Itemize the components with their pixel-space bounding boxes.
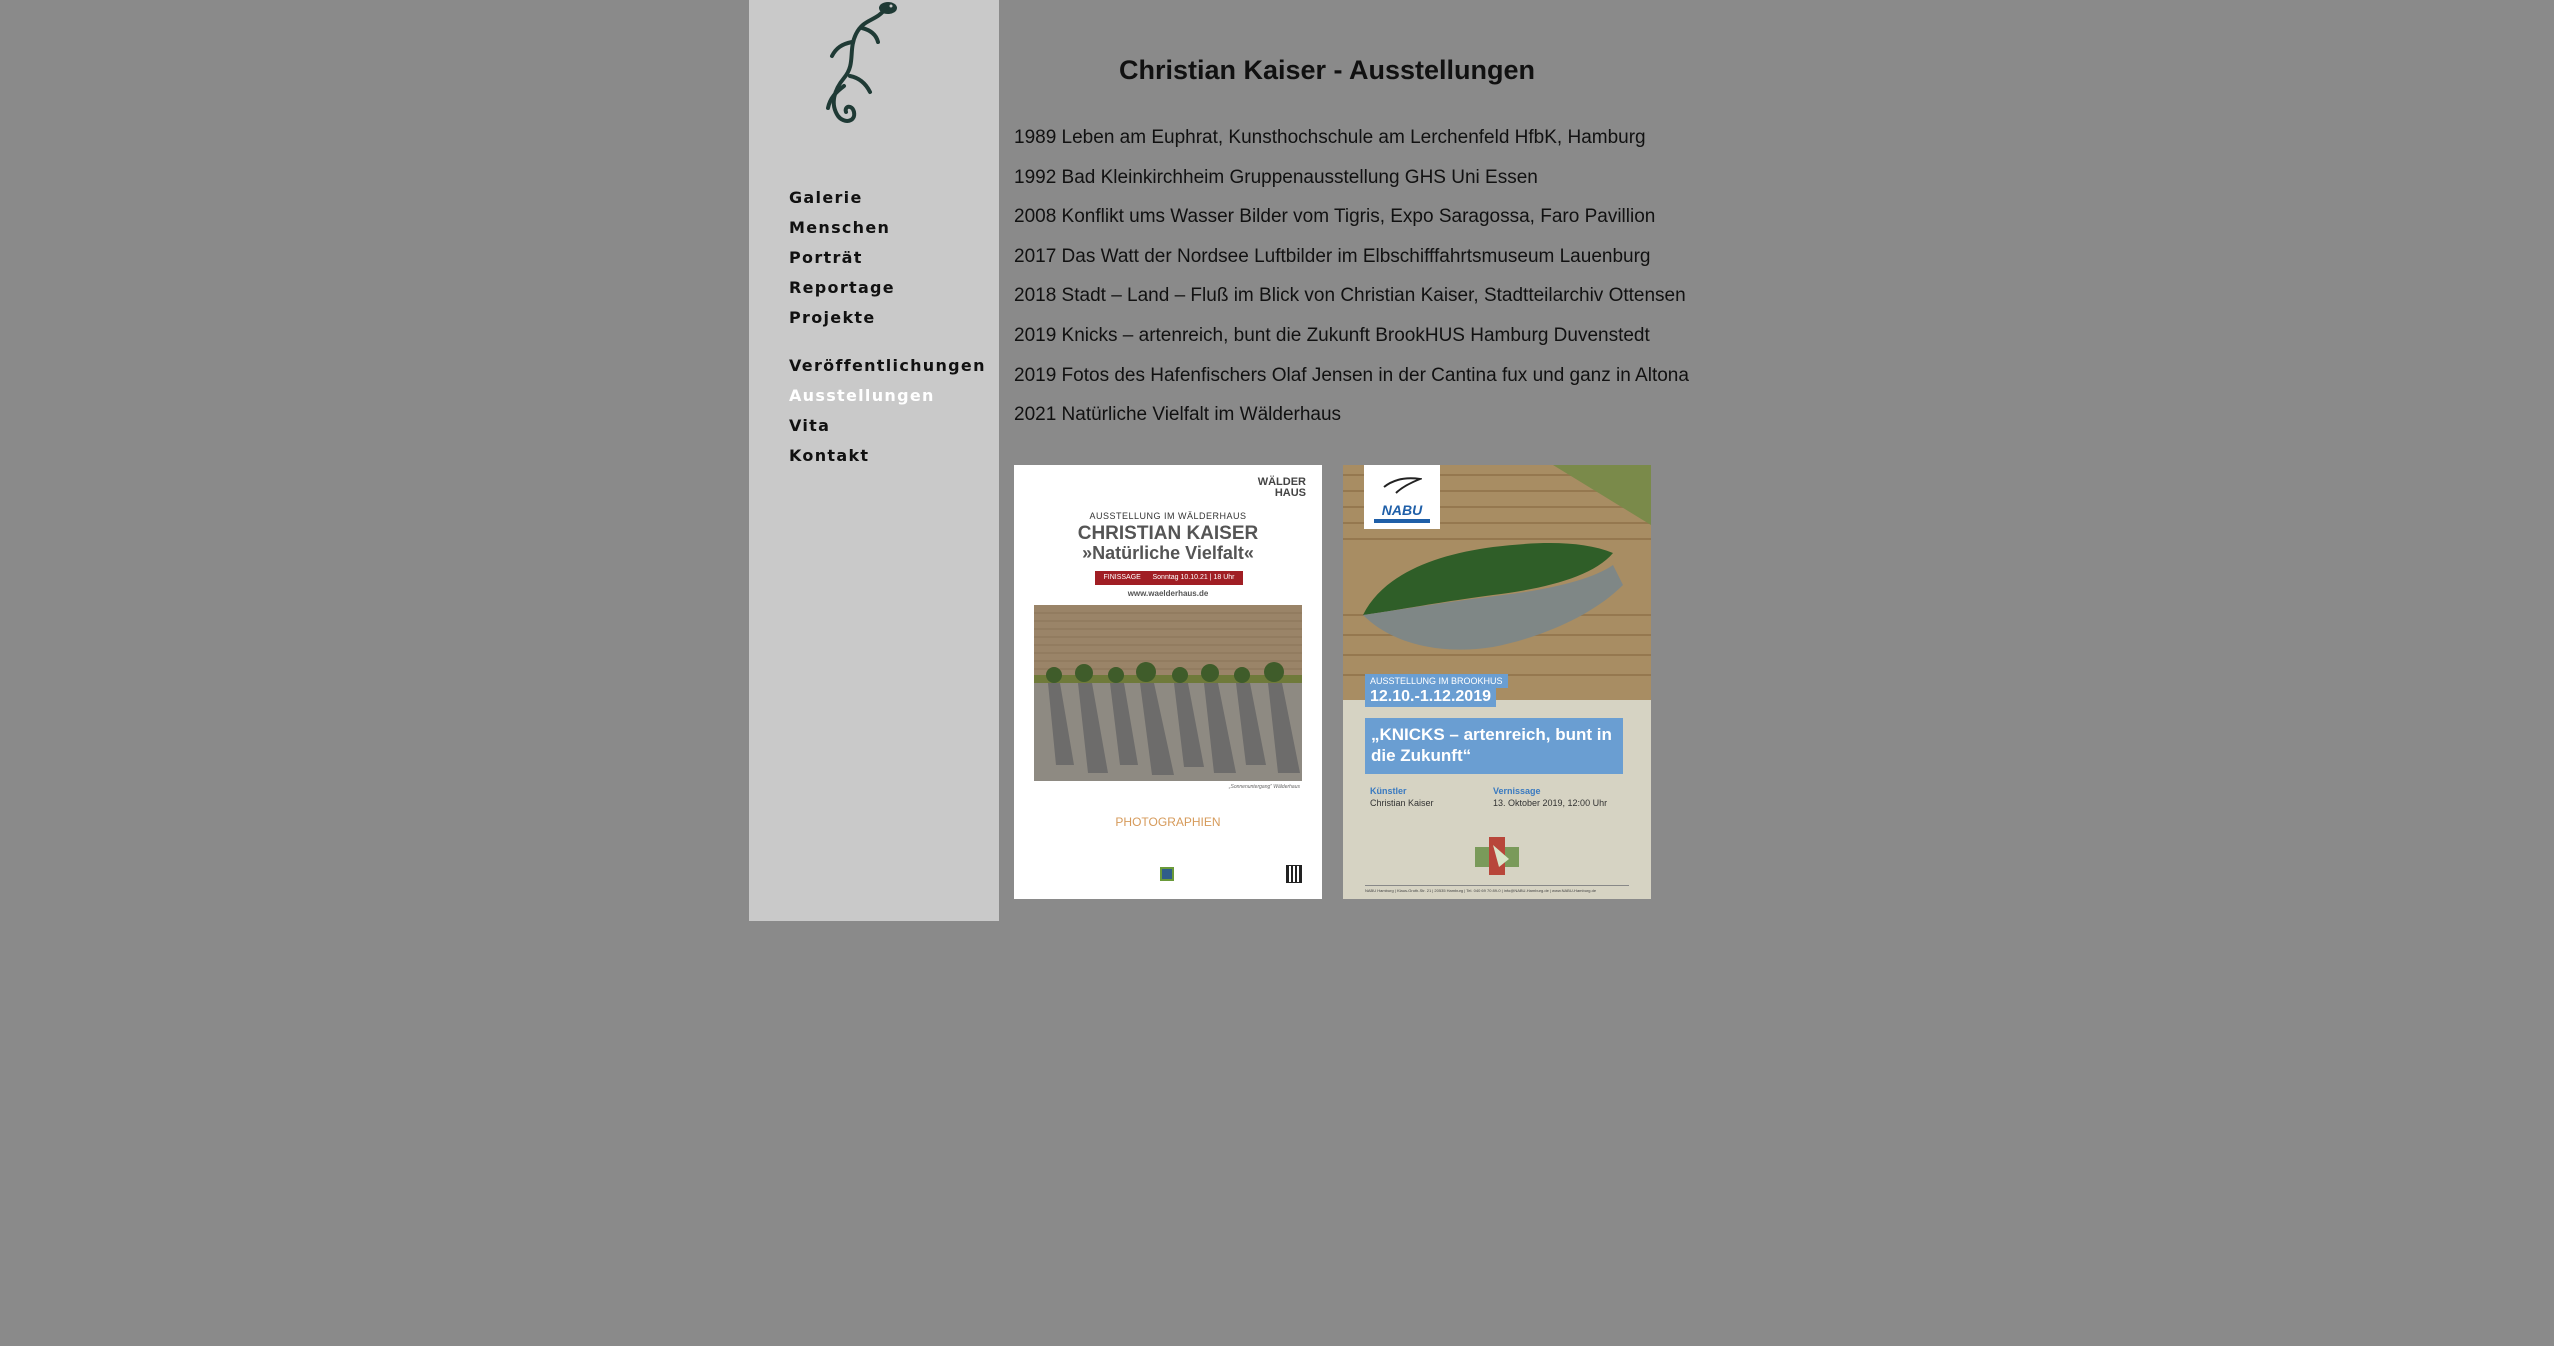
qr-code-icon [1286, 865, 1302, 883]
poster1-footer: PHOTOGRAPHIEN [1115, 815, 1221, 829]
exhibition-item: 2019 Fotos des Hafenfischers Olaf Jensen in der Cantina fux und ganz in Altona [1014, 364, 1689, 386]
nabu-logo [1364, 465, 1440, 529]
nav-spacer [789, 333, 986, 351]
poster1-photo-caption: „Sonnenuntergang“ Wälderhaus [1228, 784, 1300, 790]
brookhus-logo-icon [1475, 837, 1519, 875]
poster2-vernissage-label: Vernissage [1493, 786, 1541, 796]
exhibition-item: 2017 Das Watt der Nordsee Luftbilder im Elbschifffahrtsmuseum Lauenburg [1014, 245, 1651, 267]
nabu-logo-text: NABU [1374, 501, 1430, 523]
poster1-exhibit-title: »Natürliche Vielfalt« [1082, 543, 1254, 563]
poster-waelderhaus[interactable] [1014, 465, 1322, 899]
poster1-kicker: AUSSTELLUNG IM WÄLDERHAUS [1089, 511, 1247, 521]
poster2-headline-line1: „KNICKS – artenreich, bunt in [1371, 725, 1612, 744]
exhibition-item: 1989 Leben am Euphrat, Kunsthochschule am Lerchenfeld HfbK, Hamburg [1014, 127, 1646, 148]
poster1-field-photo [1034, 605, 1302, 781]
nav-portraet[interactable]: Porträt [789, 248, 863, 267]
main-navigation [789, 183, 986, 471]
waelderhaus-logo-line2: HAUS [1274, 487, 1306, 499]
page-title: Christian Kaiser - Ausstellungen [1118, 55, 1536, 85]
poster2-vernissage-value: 13. Oktober 2019, 12:00 Uhr [1493, 798, 1608, 808]
poster-nabu[interactable] [1343, 465, 1651, 899]
exhibition-item: 2018 Stadt – Land – Fluß im Blick von Christian Kaiser, Stadtteilarchiv Ottensen [1014, 285, 1686, 307]
nav-menschen[interactable]: Menschen [789, 218, 891, 237]
poster1-finissage-banner: FINISSAGE Sonntag 10.10.21 | 18 Uhr [1095, 571, 1243, 585]
exhibition-item: 2019 Knicks – artenreich, bunt die Zukunft BrookHUS Hamburg Duvenstedt [1014, 324, 1650, 346]
exhibition-list [1014, 122, 1689, 439]
poster1-artist: CHRISTIAN KAISER [1077, 523, 1259, 544]
stork-icon [1382, 473, 1422, 495]
salamander-logo[interactable] [804, 0, 904, 130]
nav-kontakt[interactable]: Kontakt [789, 446, 870, 465]
poster2-footer-line [1365, 885, 1629, 886]
poster2-footer: NABU Hamburg | Klaus-Groth-Str. 21 | 20535 Hamburg | Tel. 040 69 70 89-0 | info@NABU-Hamburg.de | www.NABU-Hamburg.de [1365, 888, 1597, 893]
waelderhaus-logo [1258, 477, 1306, 499]
sponsor-icon [1160, 867, 1174, 881]
poster2-headline-box [1365, 718, 1623, 774]
exhibition-item: 2021 Natürliche Vielfalt im Wälderhaus [1014, 404, 1342, 426]
nav-projekte[interactable]: Projekte [789, 308, 876, 327]
poster2-dates: 12.10.-1.12.2019 [1365, 687, 1496, 707]
nav-vita[interactable]: Vita [789, 416, 831, 435]
nav-reportage[interactable]: Reportage [789, 278, 895, 297]
exhibition-item: 1992 Bad Kleinkirchheim Gruppenausstellung GHS Uni Essen [1014, 166, 1538, 188]
exhibition-item: 2008 Konflikt ums Wasser Bilder vom Tigris, Expo Saragossa, Faro Pavillion [1014, 206, 1656, 228]
nav-veroeffentlichungen[interactable]: Veröffentlichungen [789, 356, 986, 375]
poster2-artist-value: Christian Kaiser [1370, 798, 1434, 808]
sidebar [749, 0, 999, 921]
poster1-url: www.waelderhaus.de [1127, 589, 1209, 598]
poster2-headline-line2: die Zukunft“ [1371, 746, 1472, 765]
poster2-kicker: AUSSTELLUNG IM BROOKHUS [1365, 674, 1508, 688]
poster2-artist-label: Künstler [1370, 786, 1407, 796]
nav-galerie[interactable]: Galerie [789, 188, 863, 207]
nav-ausstellungen[interactable]: Ausstellungen [789, 386, 935, 405]
waelderhaus-logo-line1: WÄLDER [1257, 476, 1306, 488]
